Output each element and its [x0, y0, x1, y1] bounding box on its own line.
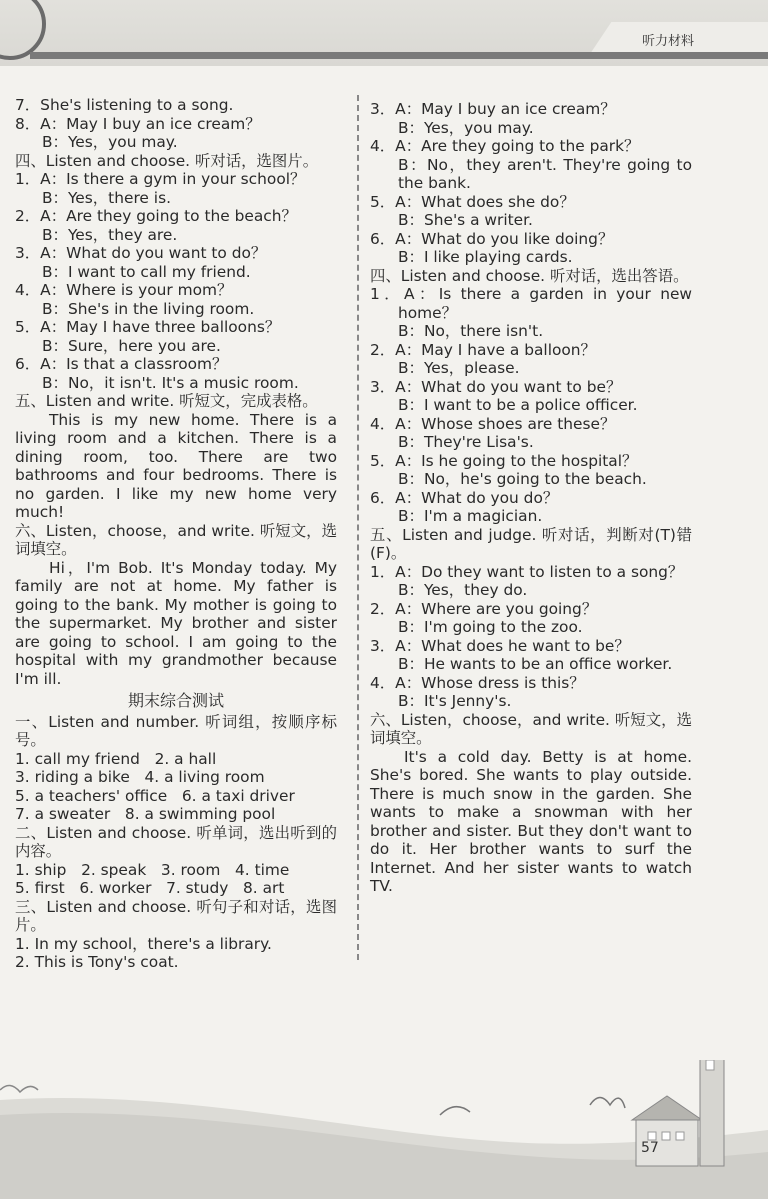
paragraph: This is my new home. There is a living room and a kitchen. There is a dining room, too. There are two bathrooms and four bedrooms. There is no garden. I like my new home very much!	[15, 410, 337, 521]
page-number: 57	[641, 1140, 659, 1156]
text-line: 2. This is Tony's coat.	[15, 953, 179, 971]
text-line: 4．A：Are they going to the park？	[370, 137, 640, 155]
text-line: B：Yes，you may.	[42, 133, 178, 151]
text-line: B：Sure，here you are.	[42, 336, 221, 355]
text-line: 2．A：Where are you going？	[370, 599, 598, 618]
text-line: 4．A：Where is your mom？	[15, 281, 233, 299]
text-line: 3．A：What do you want to be？	[370, 377, 622, 396]
text-line: 4．A：Whose shoes are these？	[370, 414, 616, 433]
text-line: 5. first 6. worker 7. study 8. art	[15, 879, 285, 897]
text-line: 6．A：What do you do？	[370, 488, 559, 507]
right-column	[370, 100, 692, 896]
paragraph: Hi，I'm Bob. It's Monday today. My family are not at home. My father is going to the bank. My mother is going to the supermarket. My brother and sister are going to school. I am going to the hospital with my grandmother because I'm ill.	[15, 558, 337, 688]
text-line: 3. riding a bike 4. a living room	[15, 768, 265, 786]
section-heading: 六、Listen，choose，and write. 听短文，选词填空。	[370, 710, 692, 747]
section-heading: 六、Listen，choose，and write. 听短文，选词填空。	[15, 521, 337, 558]
text-line: B：Yes，they do.	[398, 581, 528, 599]
section-heading: 三、Listen and choose. 听句子和对话，选图片。	[15, 897, 337, 934]
left-column	[15, 96, 337, 972]
text-line: B：Yes，please.	[398, 359, 520, 377]
section-heading: 二、Listen and choose. 听单词，选出听到的内容。	[15, 823, 337, 860]
text-line: 4．A：Whose dress is this？	[370, 673, 585, 692]
text-line: 3．A：May I buy an ice cream？	[370, 100, 616, 118]
text-line: B：No，he's going to the beach.	[398, 470, 647, 488]
text-line: 5．A：What does she do？	[370, 192, 575, 211]
section-heading: 一、Listen and number. 听词组，按顺序标号。	[15, 712, 337, 749]
footer-wave-decoration	[0, 1060, 768, 1199]
text-line: 3．A：What does he want to be？	[370, 636, 630, 655]
text-line: 6．A：Is that a classroom？	[15, 355, 228, 373]
section-heading: 五、Listen and write. 听短文，完成表格。	[15, 392, 318, 410]
text-line: B：No，there isn't.	[398, 322, 544, 340]
header-title: 听力材料	[641, 34, 694, 49]
text-line: 2．A：Are they going to the beach？	[15, 207, 297, 225]
text-line: 1. In my school，there's a library.	[15, 934, 272, 953]
text-line: 5．A：Is he going to the hospital？	[370, 451, 638, 470]
text-line: B：He wants to be an office worker.	[398, 655, 673, 673]
text-line: 1. call my friend 2. a hall	[15, 749, 217, 768]
column-divider	[357, 95, 359, 960]
header-rule	[30, 52, 768, 59]
text-line: 7．She's listening to a song.	[15, 96, 234, 114]
text-line: 2．A：May I have a balloon？	[370, 340, 596, 359]
text-line: B：No，they aren't. They're going to the bank.	[398, 155, 692, 192]
text-line: 1．A：Do they want to listen to a song？	[370, 562, 684, 581]
text-line: 1. ship 2. speak 3. room 4. time	[15, 860, 290, 879]
text-line: B：I'm going to the zoo.	[398, 618, 583, 636]
text-line: B：I'm a magician.	[398, 507, 543, 525]
text-line: 1．A：Is there a garden in your new home？	[370, 285, 692, 322]
text-line: B：Yes，you may.	[398, 118, 534, 137]
text-line: 5. a teachers' office 6. a taxi driver	[15, 786, 295, 805]
text-line: B：I want to be a police officer.	[398, 396, 638, 414]
text-line: 8．A：May I buy an ice cream？	[15, 114, 261, 133]
text-line: 5．A：May I have three balloons？	[15, 318, 281, 336]
paragraph: It's a cold day. Betty is at home. She's bored. She wants to play outside. There is much snow in the garden. She wants to make a snowman with her brother and sister. But they don't want to do it. Her brother wants to surf the Internet. And her sister wants to watch TV.	[370, 747, 692, 895]
text-line: 6．A：What do you like doing？	[370, 229, 614, 248]
section-heading: 五、Listen and judge. 听对话，判断对(T)错(F)。	[370, 525, 692, 562]
text-line: B：She's a writer.	[398, 211, 533, 229]
section-heading: 四、Listen and choose. 听对话，选出答语。	[370, 266, 689, 285]
section-heading: 四、Listen and choose. 听对话，选图片。	[15, 151, 319, 170]
text-line: B：It's Jenny's.	[398, 692, 512, 710]
text-line: 7. a sweater 8. a swimming pool	[15, 805, 276, 823]
exam-title: 期末综合测试	[127, 691, 224, 710]
text-line: B：They're Lisa's.	[398, 433, 534, 451]
text-line: B：No，it isn't. It's a music room.	[42, 373, 299, 392]
text-line: 3．A：What do you want to do？	[15, 244, 267, 262]
text-line: B：I like playing cards.	[398, 248, 573, 266]
text-line: B：Yes，they are.	[42, 225, 178, 244]
text-line: 1．A：Is there a gym in your school？	[15, 170, 306, 188]
text-line: B：She's in the living room.	[42, 299, 255, 318]
text-line: B：Yes，there is.	[42, 188, 171, 207]
text-line: B：I want to call my friend.	[42, 262, 251, 281]
